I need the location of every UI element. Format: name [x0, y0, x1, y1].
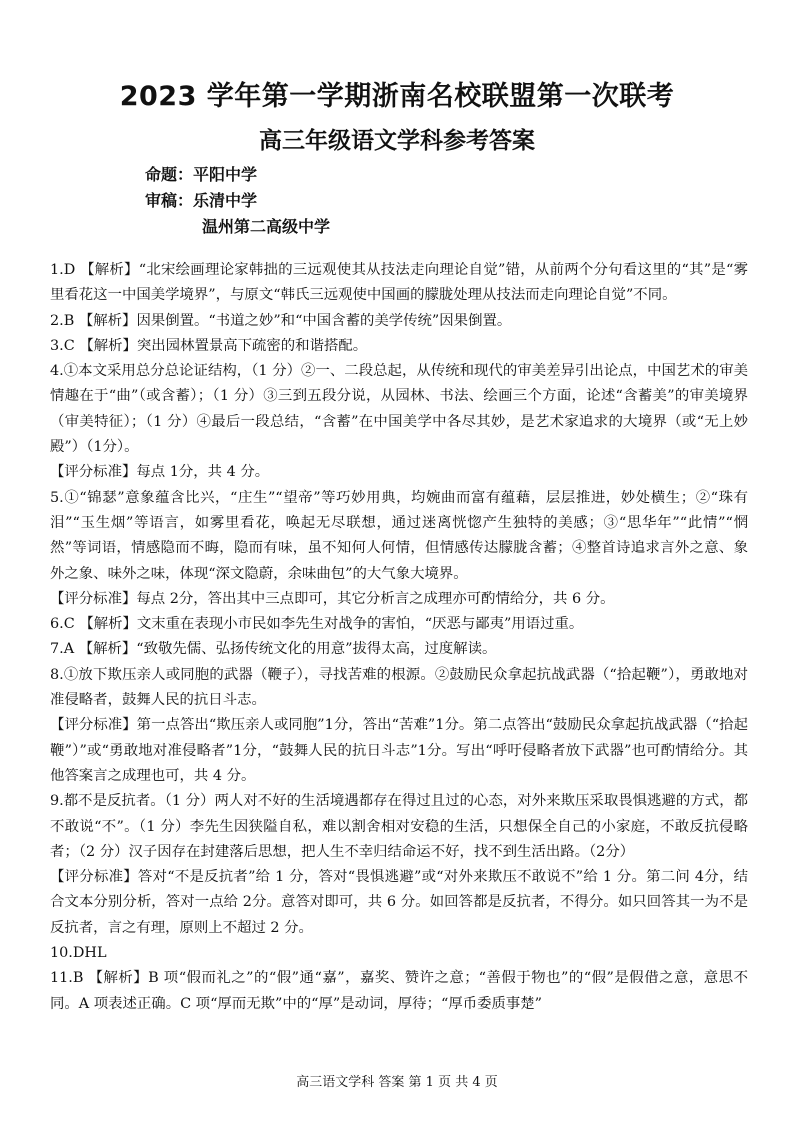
page-footer: 高三语文学科 答案 第 1 页 共 4 页	[296, 1075, 498, 1090]
answer-5: 5.①“锦瑟”意象蕴含比兴，“庄生”“望帝”等巧妙用典，均婉曲而富有蕴藉，层层推进，妙处横生；②“珠有泪”“玉生烟”等语言，如雾里看花，唤起无尽联想，通过迷离恍惚产生独特的美感；③“思华年”“此情”“惘然”等词语，情感隐而不晦，隐而有味，虽不知何人何情，但情感传达朦胧含蓄；④整首诗追求言外之意、象外之象、味外之味，体现“深文隐蔚，余味曲包”的大气象大境界。	[50, 489, 748, 582]
page-title: 2023 学年第一学期浙南名校联盟第一次联考	[119, 81, 675, 112]
answer-8: 8.①放下欺压亲人或同胞的武器（鞭子），寻找苦难的根源。②鼓励民众拿起抗战武器（“拾起鞭”），勇敢地对准侵略者，鼓舞人民的抗日斗志。	[50, 666, 748, 709]
answer-1: 1.D 【解析】“北宋绘画理论家韩拙的三远观使其从技法走向理论自觉”错，从前两个分句看这里的“其”是“雾里看花这一中国美学境界”，与原文“韩氏三远观使中国画的朦胧处理从技法而走向理论自觉”不同。	[50, 262, 748, 304]
answer-9: 9.都不是反抗者。（1 分）两人对不好的生活境遇都存在得过且过的心态，对外来欺压采取畏惧逃避的方式，都不敢说“不”。（1 分）李先生因狭隘自私，难以割舍相对安稳的生活，只想保全自己的小家庭，不敢反抗侵略者；（2 分）汉子因存在封建落后思想，把人生不幸归结命运不好，找不到生活出路。（2分）	[50, 793, 748, 860]
answer-3: 3.C 【解析】突出园林置景高下疏密的和谐搭配。	[50, 337, 368, 354]
scoring-8: 【评分标准】第一点答出“欺压亲人或同胞”1分，答出“苦难”1分。第二点答出“鼓励民众拿起抗战武器（“拾起鞭”）”或“勇敢地对准侵略者”1分，“鼓舞人民的抗日斗志”1分。写出“呼吁侵略者放下武器”也可酌情给分。其他答案言之成理也可，共 4 分。	[50, 717, 748, 784]
credit-reviewer: 审稿：乐清中学	[145, 191, 258, 210]
answer-10: 10.DHL	[50, 945, 107, 962]
credit-author: 命题：平阳中学	[145, 165, 258, 184]
answer-7: 7.A 【解析】“致敬先儒、弘扬传统文化的用意”拔得太高，过度解读。	[50, 641, 497, 658]
answer-6: 6.C 【解析】文末重在表现小市民如李先生对战争的害怕，“厌恶与鄙夷”用语过重。	[50, 616, 584, 633]
answer-11: 11.B 【解析】B 项“假而礼之”的“假”通“嘉”，嘉奖、赞许之意；“善假于物也”的“假”是假借之意，意思不同。A 项表述正确。C 项“厚而无欺”中的“厚”是动词，厚待；“厚币委质事楚”	[50, 970, 748, 1012]
scoring-5: 【评分标准】每点 2分，答出其中三点即可，其它分析言之成理亦可酌情给分，共 6 分。	[50, 590, 615, 607]
scoring-4: 【评分标准】每点 1分，共 4 分。	[50, 464, 270, 481]
answer-content	[50, 258, 748, 1017]
page-subtitle: 高三年级语文学科参考答案	[259, 128, 535, 154]
answer-2: 2.B 【解析】因果倒置。“书道之妙”和“中国含蓄的美学传统”因果倒置。	[50, 312, 512, 329]
scoring-9: 【评分标准】答对“不是反抗者”给 1 分，答对“畏惧逃避”或“对外来欺压不敢说不”给 1 分。第二问 4分，结合文本分别分析，答对一点给 2分。意答对即可，共 6 分。如回答都是反抗者，不得分。如只回答其一为不是反抗者，言之有理，原则上不超过 2 分。	[50, 869, 748, 936]
credits-block	[145, 162, 330, 240]
credit-reviewer-2: 温州第二高级中学	[202, 217, 331, 236]
answer-4: 4.①本文采用总分总论证结构，（1 分）②一、二段总起，从传统和现代的审美差异引出论点，中国艺术的审美情趣在于“曲”（或含蓄）；（1 分）③三到五段分说，从园林、书法、绘画三个方面，论述“含蓄美”的审美境界（审美特征）；（1 分）④最后一段总结，“含蓄”在中国美学中各尽其妙，是艺术家追求的大境界（或“无上妙殿”）（1分）。	[50, 363, 748, 456]
